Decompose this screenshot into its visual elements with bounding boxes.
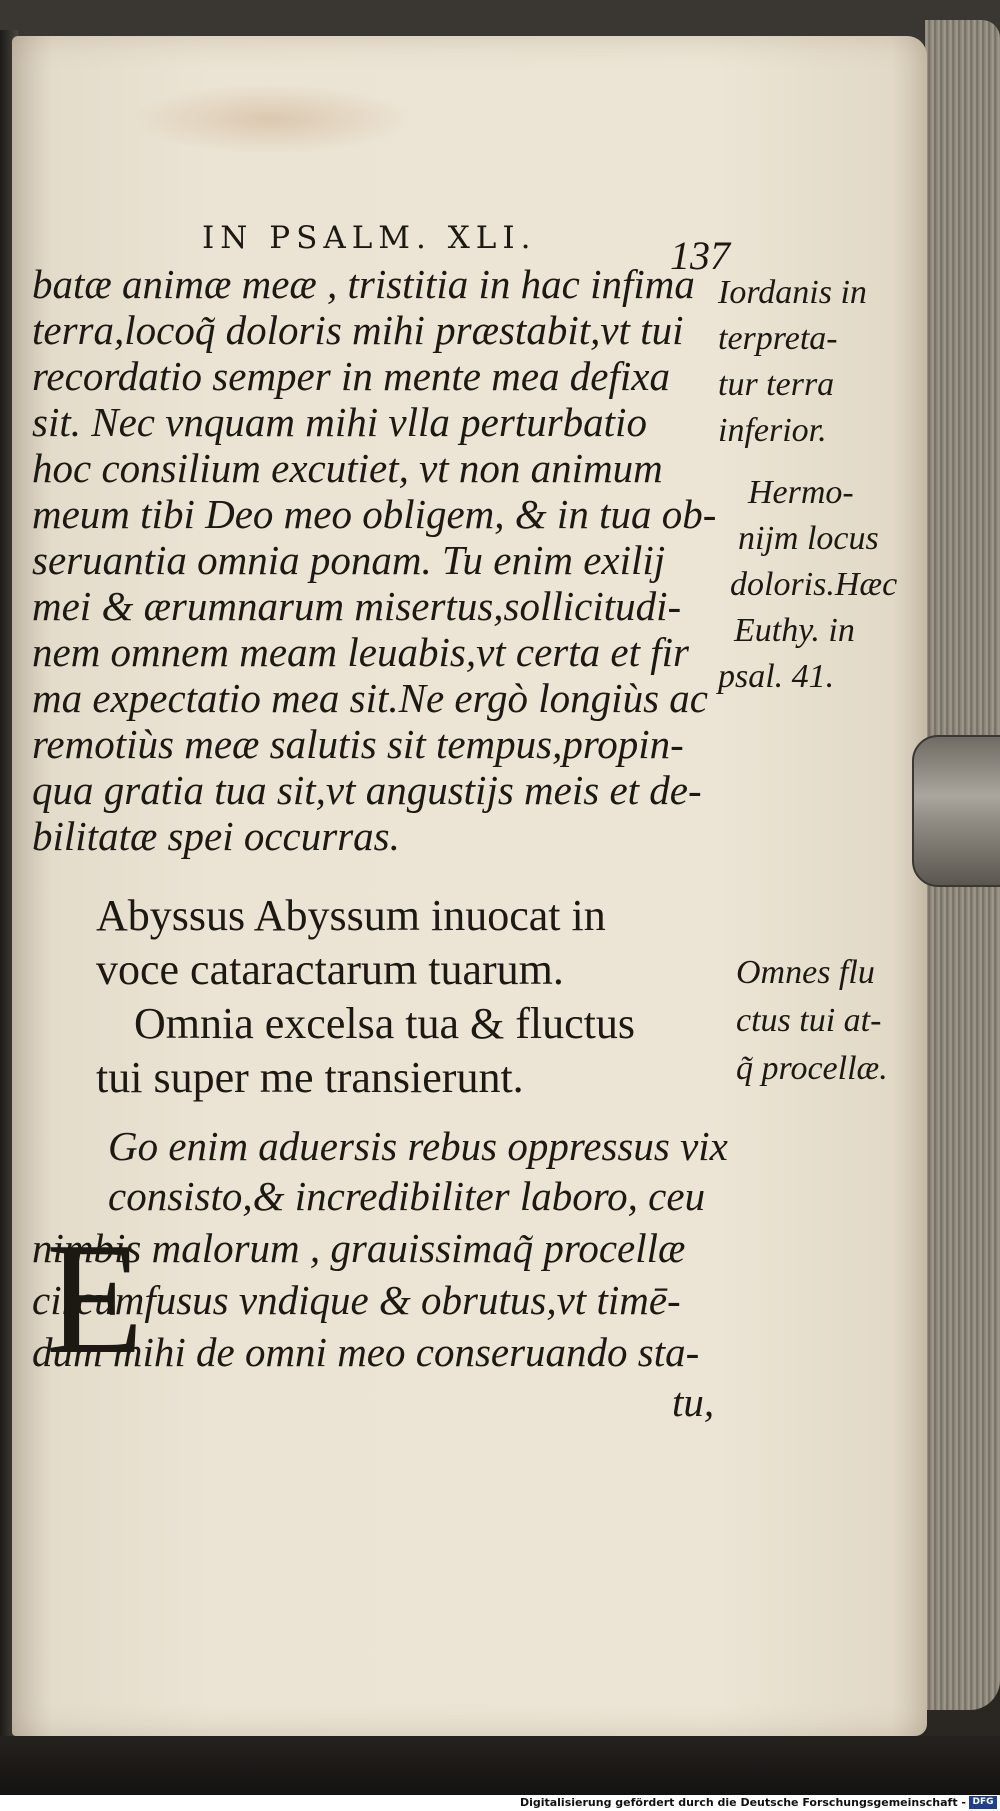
margin-note: Hermo- — [748, 474, 854, 511]
verse-line: Abyssus Abyssum inuocat in — [96, 891, 606, 940]
commentary-line: nem omnem meam leuabis,vt certa et fir — [32, 629, 689, 675]
commentary-line: ma expectatio mea sit.Ne ergò longiùs ac — [32, 675, 708, 721]
margin-note: Omnes flu — [736, 954, 875, 991]
margin-note: ctus tui at- — [736, 1002, 882, 1039]
margin-note: Iordanis in — [718, 274, 867, 311]
book-page — [12, 36, 927, 1736]
commentary-line: circumfusus vndique & obrutus,vt timē- — [32, 1277, 681, 1323]
running-head: IN PSALM. XLI. — [202, 220, 537, 256]
commentary-line: dum mihi de omni meo conseruando sta- — [32, 1329, 700, 1375]
commentary-line: seruantia omnia ponam. Tu enim exilij — [32, 537, 666, 583]
margin-note: nijm locus — [738, 520, 879, 557]
page-number: 137 — [670, 233, 730, 278]
margin-note: psal. 41. — [718, 658, 835, 695]
verse-line: tui super me transierunt. — [96, 1053, 524, 1102]
margin-note: inferior. — [718, 412, 827, 449]
dfg-logo-badge: DFG — [969, 1796, 997, 1809]
commentary-line: meum tibi Deo meo obligem, & in tua ob- — [32, 491, 717, 537]
commentary-line: terra,locoq̃ doloris mihi præstabit,vt tui — [32, 307, 684, 353]
commentary-line: sit. Nec vnquam mihi vlla perturbatio — [32, 399, 647, 445]
footer-bar — [0, 1795, 1000, 1811]
verse-line: voce cataractarum tuarum. — [96, 945, 564, 994]
bottom-background — [0, 1736, 1000, 1795]
commentary-line: hoc consilium excutiet, vt non animum — [32, 445, 663, 491]
footer-credit: Digitalisierung gefördert durch die Deutsche Forschungsgemeinschaft - — [519, 1796, 966, 1809]
commentary-line: remotiùs meæ salutis sit tempus,propin- — [32, 721, 684, 767]
paper-stain — [132, 84, 412, 154]
margin-note: Euthy. in — [734, 612, 855, 649]
verse-line: Omnia excelsa tua & fluctus — [134, 999, 635, 1048]
commentary-line: consisto,& incredibiliter laboro, ceu — [108, 1173, 706, 1219]
margin-note: terpreta- — [718, 320, 838, 357]
commentary-line: qua gratia tua sit,vt angustijs meis et de- — [32, 767, 702, 813]
drop-cap: E — [46, 1209, 144, 1387]
margin-note: tur terra — [718, 366, 835, 403]
commentary-line: nimbis malorum , grauissimaq̃ procellæ — [32, 1225, 686, 1271]
margin-note: doloris.Hæc — [730, 566, 898, 603]
margin-note: q̃ procellæ. — [736, 1050, 888, 1087]
commentary-line: bilitatæ spei occurras. — [32, 813, 400, 859]
commentary-line: batæ animæ meæ , tristitia in hac infima — [32, 261, 695, 307]
commentary-line: Go enim aduersis rebus oppressus vix — [108, 1123, 728, 1169]
commentary-line: mei & ærumnarum misertus,sollicitudi- — [32, 583, 682, 629]
catchword: tu, — [672, 1379, 715, 1425]
commentary-line: recordatio semper in mente mea defixa — [32, 353, 670, 399]
book-clip — [912, 735, 1000, 887]
